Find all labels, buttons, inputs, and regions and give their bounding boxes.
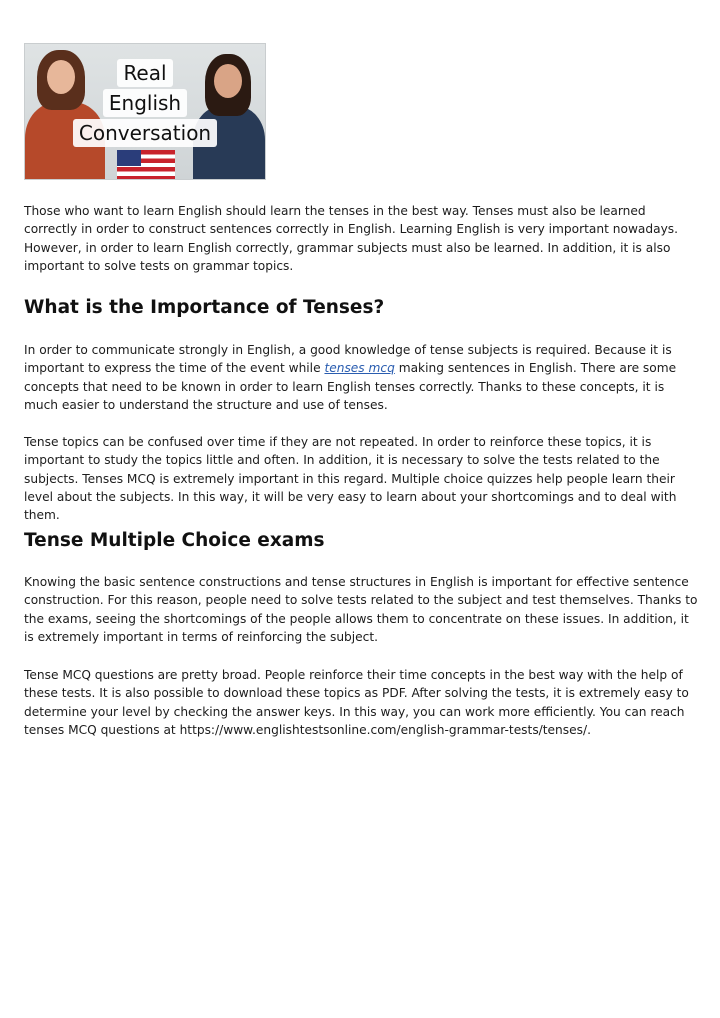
- paragraph-importance: [24, 341, 698, 414]
- hero-caption: [69, 58, 221, 148]
- paragraph-mcq-questions: Tense MCQ questions are pretty broad. People reinforce their time concepts in the best way with the help of these tests. It is also possible to download these topics as PDF. After solving the tests, it is extremely easy to determine your level by checking the answer keys. In this way, you can work more efficiently. You can reach tenses MCQ questions at https://www.englishtestsonline.com/english-grammar-tests/tenses/.: [24, 668, 689, 737]
- heading-importance-of-tenses: What is the Importance of Tenses?: [24, 297, 385, 318]
- hero-image: [24, 43, 266, 180]
- tenses-mcq-link[interactable]: tenses mcq: [324, 361, 395, 376]
- paragraph-repetition: Tense topics can be confused over time if they are not repeated. In order to reinforce these topics, it is important to study the topics little and often. In addition, it is necessary to solve the tests related to the subjects. Tenses MCQ is extremely important in this regard. Multiple choice quizzes help people learn their level about the subjects. In this way, it will be very easy to learn about your shortcomings and to deal with them.: [24, 435, 677, 523]
- hero-line-english: English: [103, 89, 187, 117]
- us-flag-icon: [117, 150, 175, 180]
- hero-line-real: Real: [117, 59, 172, 87]
- paragraph-sentence-construction: Knowing the basic sentence constructions and tense structures in English is important for effective sentence construction. For this reason, people need to solve tests related to the subject and test themselves. Thanks to the exams, seeing the shortcomings of the people allows them to concentrate on these issues. In addition, it is extremely important in terms of reinforcing the subject.: [24, 575, 698, 644]
- paragraph-importance-part-2: making sentences in English. There are some concepts that need to be known in order to learn English tenses correctly. Thanks to these concepts, it is much easier to understand the structure and use of tenses.: [24, 361, 677, 412]
- paragraph-importance-part-1: In order to communicate strongly in English, a good knowledge of tense subjects is required. Because it is important to express the time of the event while: [24, 343, 672, 376]
- flag-canton: [117, 150, 141, 166]
- hero-line-conversation: Conversation: [73, 119, 217, 147]
- heading-multiple-choice-exams: Tense Multiple Choice exams: [24, 530, 325, 551]
- paragraph-intro: Those who want to learn English should learn the tenses in the best way. Tenses must also be learned correctly in order to construct sentences correctly in English. Learning English is very important nowadays. However, in order to learn English correctly, grammar subjects must also be learned. In addition, it is also important to solve tests on grammar topics.: [24, 204, 679, 273]
